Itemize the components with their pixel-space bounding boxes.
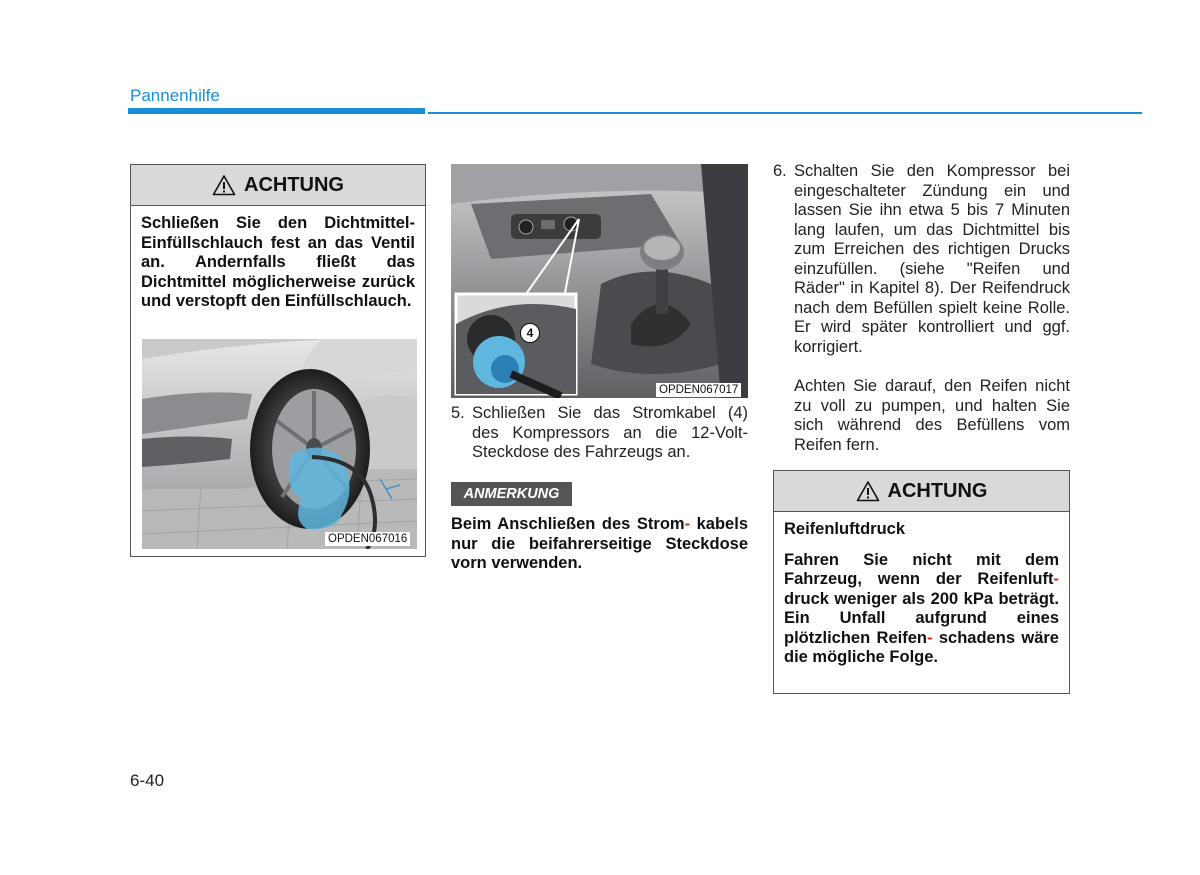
step-6-text: Schalten Sie den Kompressor bei eingeschalteter Zündung ein und lassen Sie ihn etwa 5 bis 7 Minuten lang laufen, um das Dichtmittel bis zum Erreichen des richtigen Drucks einzufüllen. (siehe "Reifen und Räder" in Kapitel 8). Der Reifendruck nach dem Befüllen spielt keine Rolle. Er wird später kontrolliert und ggf. korrigiert. — [794, 162, 1070, 356]
right-warning-body — [774, 512, 1069, 668]
note-text-a: Beim Anschließen des Strom — [451, 515, 685, 533]
left-warning-box — [130, 164, 426, 557]
note-hyphen: - — [684, 515, 691, 533]
warning-icon — [856, 480, 880, 502]
right-warning-subtitle: Reifenluftdruck — [784, 520, 906, 538]
socket-illustration — [451, 164, 748, 398]
left-warning-body — [131, 206, 425, 312]
right-text-c: schadens wäre die mögliche Folge. — [784, 628, 1059, 666]
right-hyphen-2: - — [926, 628, 933, 647]
step-6-text-2: Achten Sie darauf, den Reifen nicht zu voll zu pumpen, und halten Sie sich während des Befüllens vom Reifen fern. — [794, 377, 1070, 454]
right-text-b: druck weniger als 200 kPa beträgt. Ein Unfall aufgrund eines plötzlichen Reifen — [784, 589, 1059, 647]
step-6 — [773, 162, 1070, 462]
note-label: ANMERKUNG — [451, 482, 572, 506]
right-warning-header — [774, 471, 1069, 512]
right-hyphen-1: - — [1053, 570, 1059, 588]
header-rule-thick — [128, 108, 425, 114]
middle-image-caption: OPDEN067017 — [656, 383, 741, 397]
right-warning-box — [773, 470, 1070, 694]
step-5-text: Schließen Sie das Stromkabel (4) des Kompressors an die 12-Volt-Steckdose des Fahrzeugs an. — [472, 404, 748, 461]
right-warning-heading: ACHTUNG — [887, 479, 988, 502]
step-5-number: 5. — [451, 404, 465, 422]
tyre-sealant-illustration — [142, 339, 417, 549]
right-warning-text — [784, 551, 1059, 668]
note-text — [451, 515, 748, 574]
header-rule-thin — [428, 112, 1142, 114]
step-5 — [451, 404, 748, 464]
left-warning-heading: ACHTUNG — [244, 173, 344, 196]
left-warning-header — [131, 165, 425, 206]
step-6-number: 6. — [773, 162, 787, 180]
warning-icon — [212, 174, 236, 196]
note-text-b: kabels nur die beifahrerseitige Steckdose vorn verwenden. — [451, 515, 748, 572]
page-number: 6-40 — [130, 771, 165, 790]
left-warning-text: Schließen Sie den Dichtmittel-Einfüllschlauch fest an das Ventil an. Andernfalls fließt das Dichtmittel möglicherweise zurück und verstopft den Einfüllschlauch. — [141, 214, 415, 310]
callout-4: 4 — [520, 323, 540, 343]
right-text-a: Fahren Sie nicht mit dem Fahrzeug, wenn der Reifenluft — [784, 550, 1059, 588]
section-title: Pannenhilfe — [130, 86, 220, 105]
left-image-caption: OPDEN067016 — [325, 532, 410, 546]
